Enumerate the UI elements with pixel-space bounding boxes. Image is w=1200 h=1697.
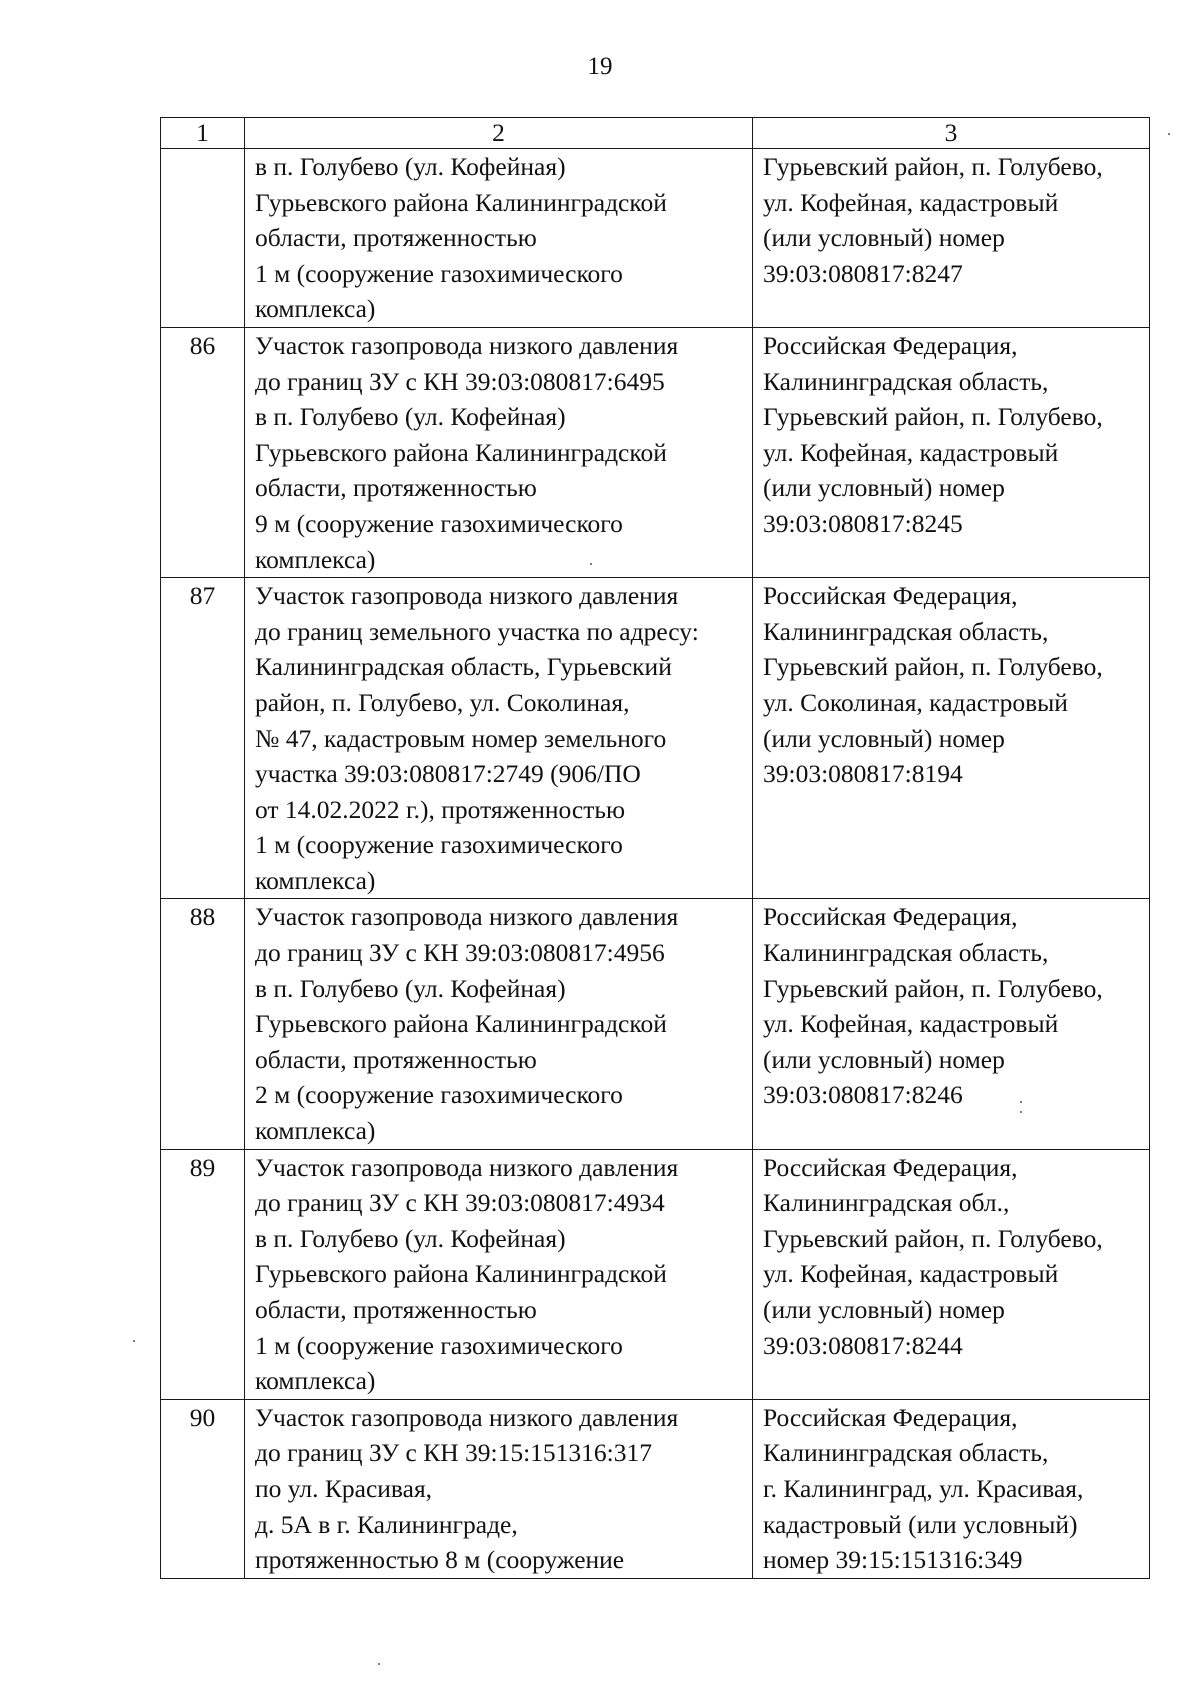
page-number: 19 xyxy=(587,53,613,80)
description-line: Гурьевского района Калининградской xyxy=(255,1259,667,1289)
description-line: 1 м (сооружение газохимического xyxy=(255,830,623,860)
description-line: в п. Голубево (ул. Кофейная) xyxy=(255,402,566,432)
scan-speck xyxy=(1020,1111,1022,1113)
description-line: по ул. Красивая, xyxy=(255,1473,433,1503)
description-line: комплекса) xyxy=(255,1366,376,1396)
table-row xyxy=(161,327,1150,577)
row-owner-address xyxy=(753,1149,1150,1399)
row-number: 88 xyxy=(161,899,245,1149)
owner-line: Гурьевский район, п. Голубево, xyxy=(763,402,1103,432)
row-owner-address xyxy=(753,899,1150,1149)
owner-line: 39:03:080817:8245 xyxy=(763,508,963,538)
description-line: в п. Голубево (ул. Кофейная) xyxy=(255,973,566,1003)
owner-line: Калининградская область, xyxy=(763,938,1049,968)
row-number: 86 xyxy=(161,327,245,577)
header-col-3: 3 xyxy=(753,118,1150,149)
description-line: в п. Голубево (ул. Кофейная) xyxy=(255,152,566,181)
owner-line: 39:03:080817:8194 xyxy=(763,759,963,789)
description-line: в п. Голубево (ул. Кофейная) xyxy=(255,1223,566,1253)
owner-line: Калининградская область, xyxy=(763,616,1049,646)
table-row xyxy=(161,149,1150,328)
owner-line: 39:03:080817:8246 xyxy=(763,1080,963,1110)
description-line: до границ ЗУ с КН 39:15:151316:317 xyxy=(255,1438,653,1468)
description-line: области, протяженностью xyxy=(255,223,537,253)
scan-speck xyxy=(1020,1101,1022,1103)
description-line: от 14.02.2022 г.), протяженностью xyxy=(255,794,626,824)
row-number: 87 xyxy=(161,578,245,899)
description-line: 1 м (сооружение газохимического xyxy=(255,1330,623,1360)
row-number: 90 xyxy=(161,1399,245,1578)
description-line: Участок газопровода низкого давления xyxy=(255,902,679,932)
owner-line: (или условный) номер xyxy=(763,1044,1005,1074)
description-line: до границ ЗУ с КН 39:03:080817:4956 xyxy=(255,938,665,968)
description-line: комплекса) xyxy=(255,294,376,324)
description-line: 9 м (сооружение газохимического xyxy=(255,508,623,538)
description-line: области, протяженностью xyxy=(255,1295,537,1324)
owner-line: Гурьевский район, п. Голубево, xyxy=(763,652,1103,682)
description-line: 1 м (сооружение газохимического xyxy=(255,258,623,288)
description-line: до границ земельного участка по адресу: xyxy=(255,616,699,646)
owner-line: ул. Кофейная, кадастровый xyxy=(763,1259,1059,1289)
owner-line: Гурьевский район, п. Голубево, xyxy=(763,973,1103,1003)
owner-line: ул. Соколиная, кадастровый xyxy=(763,687,1068,717)
row-description xyxy=(245,578,753,899)
description-line: Участок газопровода низкого давления xyxy=(255,1152,679,1182)
owner-line: Российская Федерация, xyxy=(763,902,1018,932)
owner-line: Российская Федерация, xyxy=(763,330,1018,360)
owner-line: ул. Кофейная, кадастровый xyxy=(763,1009,1059,1039)
scan-speck xyxy=(133,1340,135,1342)
row-owner-address xyxy=(753,578,1150,899)
description-line: Гурьевского района Калининградской xyxy=(255,437,667,467)
row-description xyxy=(245,1399,753,1578)
owner-line: г. Калининград, ул. Красивая, xyxy=(763,1473,1084,1503)
row-description xyxy=(245,899,753,1149)
header-col-1: 1 xyxy=(161,118,245,149)
description-line: № 47, кадастровым номер земельного xyxy=(255,723,667,753)
owner-line: Калининградская область, xyxy=(763,1438,1049,1468)
owner-line: Российская Федерация, xyxy=(763,581,1018,611)
owner-line: Российская Федерация, xyxy=(763,1402,1018,1432)
owner-line: ул. Кофейная, кадастровый xyxy=(763,437,1059,467)
owner-line: (или условный) номер xyxy=(763,1295,1005,1324)
description-line: 2 м (сооружение газохимического xyxy=(255,1080,623,1110)
row-owner-address xyxy=(753,149,1150,328)
description-line: области, протяженностью xyxy=(255,473,537,503)
description-line: Участок газопровода низкого давления xyxy=(255,581,679,611)
description-line: д. 5А в г. Калининграде, xyxy=(255,1509,518,1539)
description-line: Гурьевского района Калининградской xyxy=(255,1009,667,1039)
table-row xyxy=(161,1149,1150,1399)
table-header-row xyxy=(161,118,1150,149)
owner-line: Гурьевский район, п. Голубево, xyxy=(763,152,1103,181)
description-line: Калининградская область, Гурьевский xyxy=(255,652,672,682)
owner-line: кадастровый (или условный) xyxy=(763,1509,1078,1539)
owner-line: номер 39:15:151316:349 xyxy=(763,1545,1023,1575)
description-line: Участок газопровода низкого давления xyxy=(255,1402,679,1432)
owner-line: Российская Федерация, xyxy=(763,1152,1018,1182)
description-line: комплекса) xyxy=(255,865,376,895)
owner-line: (или условный) номер xyxy=(763,473,1005,503)
owner-line: Гурьевский район, п. Голубево, xyxy=(763,1223,1103,1253)
owner-line: (или условный) номер xyxy=(763,723,1005,753)
row-owner-address xyxy=(753,1399,1150,1578)
owner-line: 39:03:080817:8247 xyxy=(763,258,963,288)
row-number: 89 xyxy=(161,1149,245,1399)
property-table xyxy=(160,117,1150,1579)
owner-line: (или условный) номер xyxy=(763,223,1005,253)
table-row xyxy=(161,1399,1150,1578)
owner-line: ул. Кофейная, кадастровый xyxy=(763,187,1059,217)
description-line: район, п. Голубево, ул. Соколиная, xyxy=(255,687,630,717)
table-row xyxy=(161,578,1150,899)
table-row xyxy=(161,899,1150,1149)
description-line: участка 39:03:080817:2749 (906/ПО xyxy=(255,759,641,789)
description-line: до границ ЗУ с КН 39:03:080817:4934 xyxy=(255,1188,665,1218)
row-description xyxy=(245,1149,753,1399)
description-line: Участок газопровода низкого давления xyxy=(255,330,679,360)
description-line: комплекса) xyxy=(255,544,376,574)
description-line: комплекса) xyxy=(255,1116,376,1146)
row-number xyxy=(161,149,245,328)
row-owner-address xyxy=(753,327,1150,577)
owner-line: Калининградская обл., xyxy=(763,1188,1010,1218)
description-line: до границ ЗУ с КН 39:03:080817:6495 xyxy=(255,366,665,396)
header-col-2: 2 xyxy=(245,118,753,149)
scan-speck xyxy=(378,1663,380,1665)
description-line: области, протяженностью xyxy=(255,1044,537,1074)
row-description xyxy=(245,149,753,328)
owner-line: 39:03:080817:8244 xyxy=(763,1330,963,1360)
table-body xyxy=(161,118,1150,1579)
row-description xyxy=(245,327,753,577)
scan-speck xyxy=(590,563,592,565)
owner-line: Калининградская область, xyxy=(763,366,1049,396)
scan-speck xyxy=(1168,133,1170,135)
description-line: протяженностью 8 м (сооружение xyxy=(255,1545,625,1575)
description-line: Гурьевского района Калининградской xyxy=(255,187,667,217)
